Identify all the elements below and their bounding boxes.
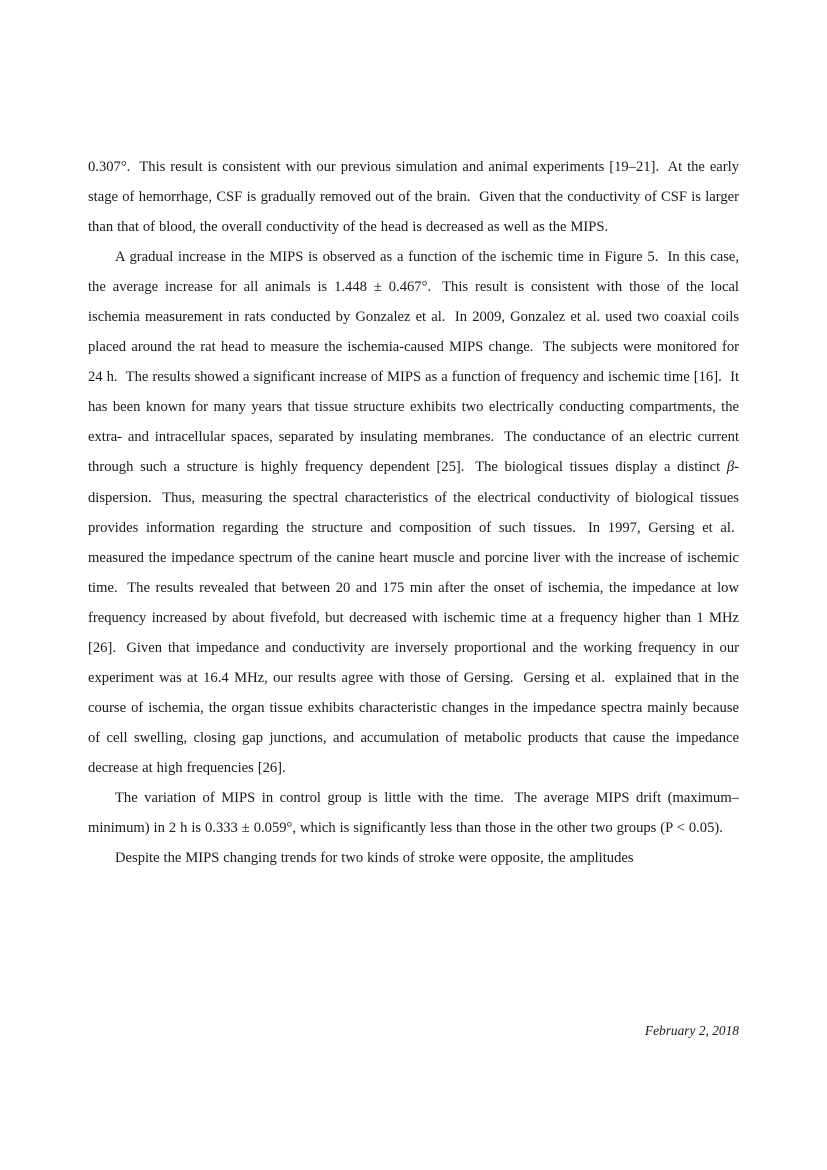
paragraph-text: A gradual increase in the MIPS is observed as a function of the ischemic time in Figure 5. In this case, the average increase for all animals is 1.448 ± 0.467°. This result is consistent with those of the local ischemia measurement in rats conducted by Gonzalez et al. In 2009, Gonzalez et al. used two coaxial coils placed around the rat head to measure the ischemia-caused MIPS change. The subjects were monitored for 24 h. The results showed a significant increase of MIPS as a function of frequency and ischemic time [16]. It has been known for many years that tissue structure exhibits two electrically conducting compartments, the extra- and intracellular spaces, separated by insulating membranes. The conductance of an electric current through such a structure is highly frequency dependent [25]. The biological tissues display a distinct β-dispersion. Thus, measuring the spectral characteristics of the electrical conductivity of biological tissues provides information regarding the structure and composition of such tissues. In 1997, Gersing et al. measured the impedance spectrum of the canine heart muscle and porcine liver with the increase of ischemic time. The results revealed that between 20 and 175 min after the onset of ischemia, the impedance at low frequency increased by about fivefold, but decreased with ischemic time at a frequency higher than 1 MHz [26]. Given that impedance and conductivity are inversely proportional and the working frequency in our experiment was at 16.4 MHz, our results agree with those of Gersing. Gersing et al. explained that in the course of ischemia, the organ tissue exhibits characteristic changes in the impedance spectra mainly because of cell swelling, closing gap junctions, and accumulation of metabolic products that cause the impedance decrease at high frequencies [26]. bbox=[88, 249, 740, 776]
paragraph-text: 0.307°. This result is consistent with our previous simulation and animal experiments [19–21]. At the early stage of hemorrhage, CSF is gradually removed out of the brain. Given that the conductivity of CSF is larger than that of blood, the overall conductivity of the head is decreased as well as the MIPS. bbox=[88, 159, 739, 236]
beta-symbol: β bbox=[726, 459, 735, 476]
paragraph-text: The variation of MIPS in control group is little with the time. The average MIPS drift (maximum–minimum) in 2 h is 0.333 ± 0.059°, which is significantly less than those in the other two groups (P < 0.05). bbox=[88, 789, 739, 837]
footer-date: February 2, 2018 bbox=[644, 1023, 739, 1038]
paragraph-control-group bbox=[88, 783, 739, 843]
body-text-column bbox=[88, 152, 739, 873]
paragraph-despite-amplitudes bbox=[88, 843, 739, 873]
paragraph-mips-ischemic-time bbox=[88, 242, 739, 783]
paragraph-text: Despite the MIPS changing trends for two kinds of stroke were opposite, the amplitudes bbox=[115, 850, 634, 867]
paragraph-hemorrhage-conductivity bbox=[88, 152, 739, 242]
